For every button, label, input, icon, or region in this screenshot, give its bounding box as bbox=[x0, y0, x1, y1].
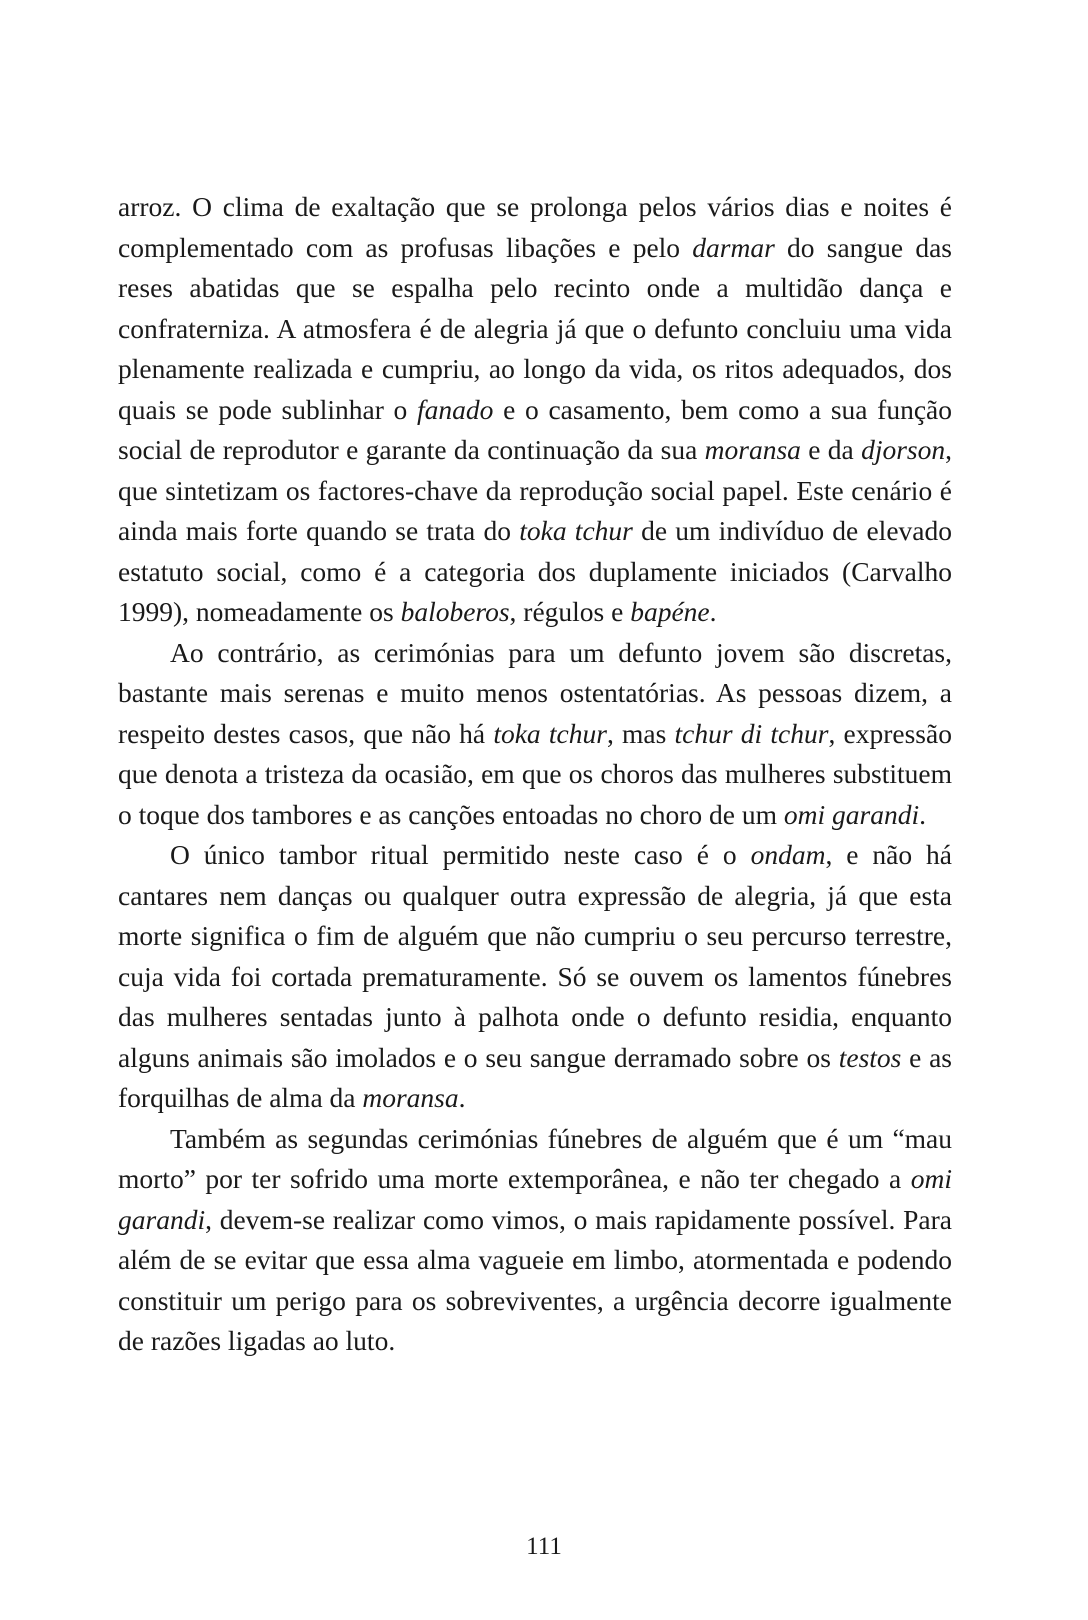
italic-term: omi garandi bbox=[118, 1163, 952, 1235]
text-run: . bbox=[458, 1082, 466, 1113]
text-run: , expressão que denota a tristeza da ocasião, em que os choros das mulheres substituem o toque dos tambores e as canções entoadas no choro de um bbox=[118, 717, 952, 830]
paragraph bbox=[118, 1119, 952, 1362]
text-run: e o casamento, bem como a sua função social de reprodutor e garante da continuação da sua bbox=[118, 393, 952, 465]
italic-term: fanado bbox=[417, 393, 494, 425]
text-run: e as forquilhas de alma da bbox=[118, 1041, 952, 1113]
italic-term: toka tchur bbox=[493, 717, 607, 749]
text-run: , que sintetizam os factores-chave da reprodução social papel. Este cenário é ainda mais forte quando se trata do bbox=[118, 434, 952, 546]
text-run: . bbox=[709, 596, 717, 627]
italic-term: ondam bbox=[750, 839, 826, 870]
italic-term: tchur di tchur bbox=[674, 717, 829, 749]
text-run: O único tambor ritual permitido neste caso é o bbox=[170, 839, 751, 870]
text-run: Ao contrário, as cerimónias para um defunto jovem são discretas, bastante mais serenas e muito menos ostentatórias. As pessoas dizem, a respeito destes casos, que não há bbox=[118, 636, 952, 749]
body-text bbox=[118, 187, 952, 1362]
text-run: , mas bbox=[606, 717, 675, 749]
text-run: do sangue das reses abatidas que se espalha pelo recinto onde a multidão dança e confraterniza. A atmosfera é de alegria já que o defunto concluiu uma vida plenamente realizada e cumpriu, ao longo da vida, os ritos adequados, dos quais se pode sublinhar o bbox=[118, 231, 952, 425]
italic-term: toka tchur bbox=[519, 515, 633, 546]
text-run: , régulos e bbox=[509, 596, 631, 627]
paragraph bbox=[118, 187, 952, 633]
paragraph bbox=[118, 633, 952, 836]
italic-term: baloberos bbox=[400, 596, 510, 627]
italic-term: testos bbox=[838, 1041, 902, 1073]
italic-term: darmar bbox=[692, 231, 775, 263]
page-number: 111 bbox=[526, 1533, 562, 1560]
text-run: e da bbox=[800, 434, 862, 465]
text-run: , devem-se realizar como vimos, o mais rapidamente possível. Para além de se evitar que essa alma vagueie em limbo, atormentada e podendo constituir um perigo para os sobreviventes, a urgência decorre igualmente de razões ligadas ao luto. bbox=[118, 1203, 952, 1356]
text-run: de um indivíduo de elevado estatuto social, como é a categoria dos duplamente iniciados (Carvalho 1999), nomeadamente os bbox=[118, 515, 952, 627]
italic-term: moransa bbox=[362, 1082, 459, 1113]
italic-term: djorson bbox=[861, 434, 946, 465]
italic-term: omi garandi bbox=[783, 798, 920, 830]
italic-term: bapéne bbox=[630, 596, 710, 627]
text-run: arroz. O clima de exaltação que se prolonga pelos vários dias e noites é complementado com as profusas libações e pelo bbox=[118, 191, 952, 263]
italic-term: moransa bbox=[704, 434, 801, 465]
text-run: . bbox=[919, 798, 927, 830]
text-run: Também as segundas cerimónias fúnebres de alguém que é um “mau morto” por ter sofrido uma morte extemporânea, e não ter chegado a bbox=[118, 1122, 952, 1194]
text-run: , e não há cantares nem danças ou qualquer outra expressão de alegria, já que esta morte significa o fim de alguém que não cumpriu o seu percurso terrestre, cuja vida foi cortada prematuramente. Só se ouvem os lamentos fúnebres das mulheres sentadas junto à palhota onde o defunto residia, enquanto alguns animais são imolados e o seu sangue derramado sobre os bbox=[118, 839, 952, 1073]
paragraph bbox=[118, 835, 952, 1119]
